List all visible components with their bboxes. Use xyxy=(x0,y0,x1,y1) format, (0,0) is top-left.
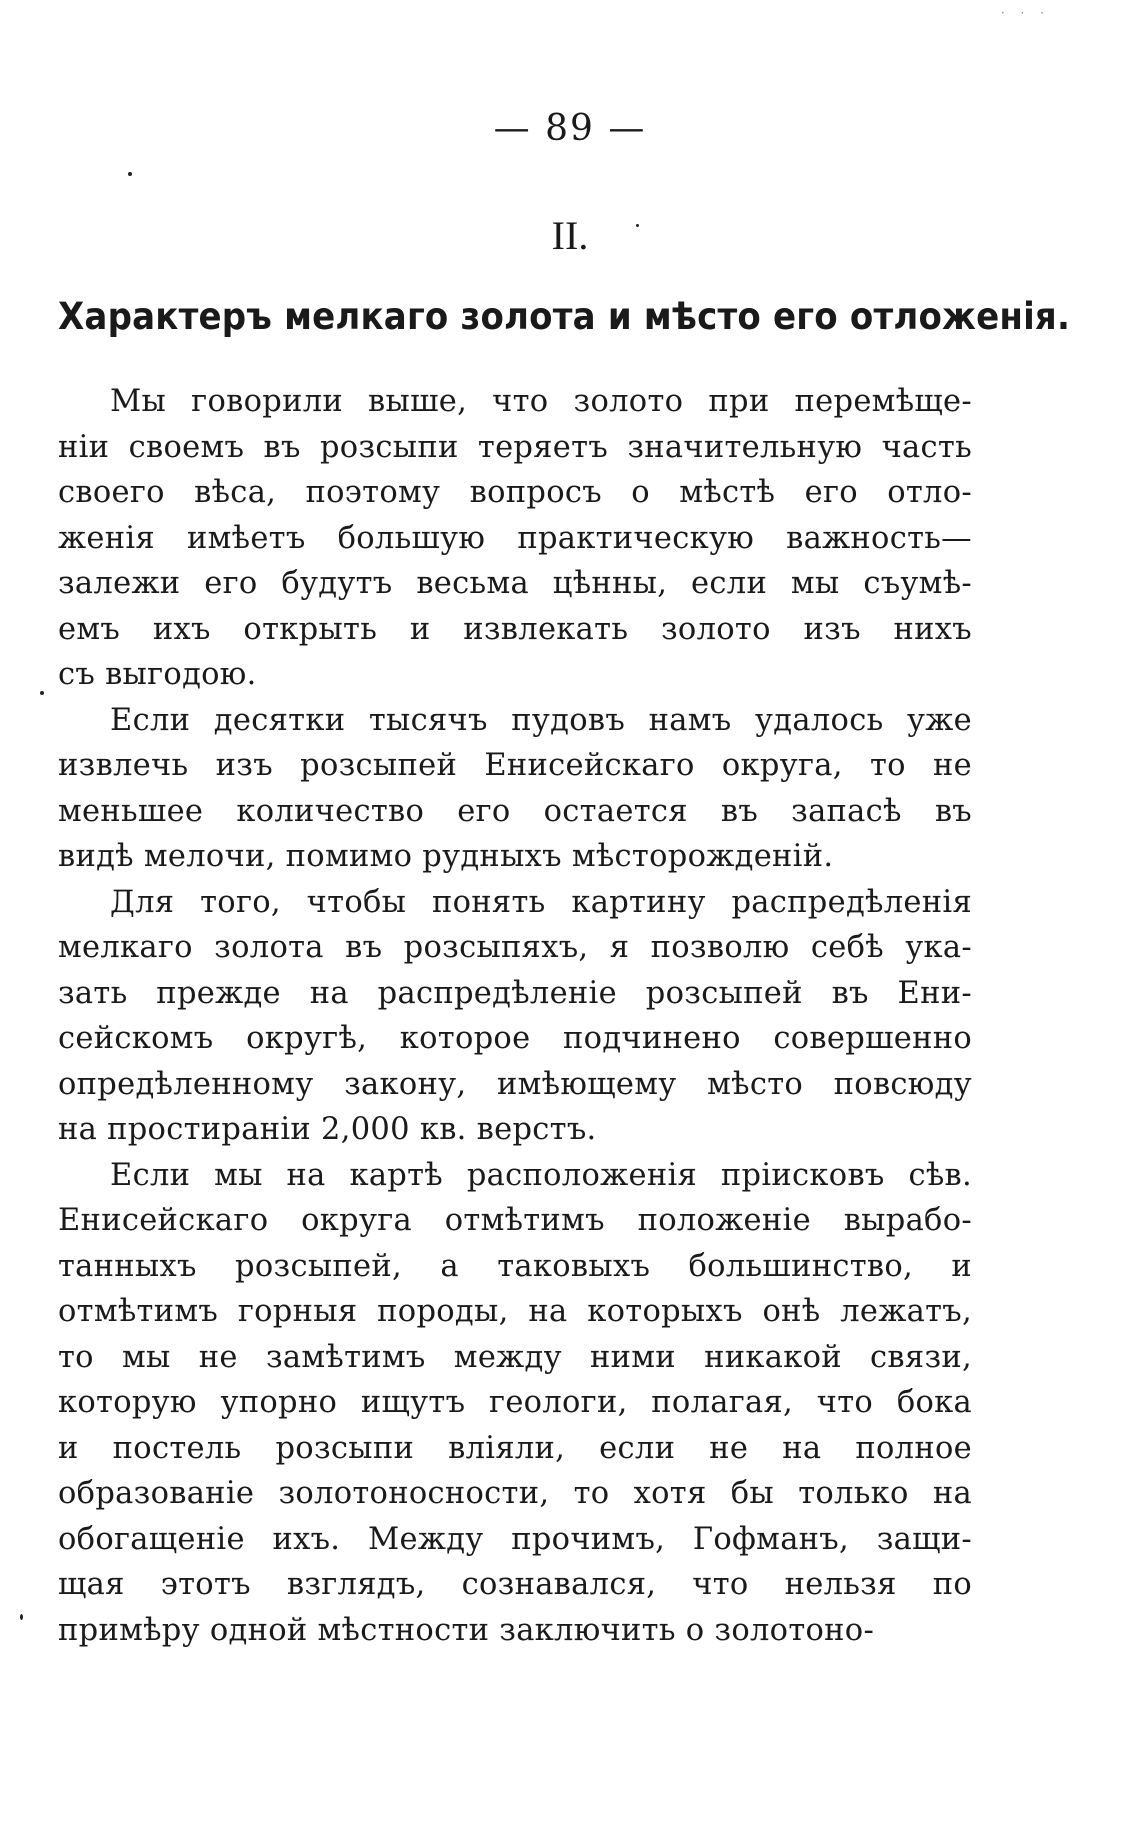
paragraph xyxy=(58,379,972,698)
text-line: меньшее количество его остается въ запасѣ въ xyxy=(58,793,972,829)
text-line: отмѣтимъ горныя породы, на которыхъ онѣ лежатъ, xyxy=(58,1294,972,1329)
paragraph xyxy=(58,698,972,880)
scan-speck xyxy=(20,1614,23,1620)
text-line: зать прежде на распредѣленіе розсыпей въ Ени- xyxy=(58,975,972,1011)
text-line: Мы говорили выше, что золото при перемѣще- xyxy=(110,384,972,419)
text-line: опредѣленному закону, имѣющему мѣсто повсюду xyxy=(58,1066,972,1102)
text-line: и постель розсыпи вліяли, если не на полное xyxy=(58,1430,972,1466)
text-line: Если мы на картѣ расположенія пріисковъ сѣв. xyxy=(110,1157,972,1193)
text-line: мелкаго золота въ розсыпяхъ, я позволю себѣ ука- xyxy=(58,930,972,965)
body-text xyxy=(58,379,972,1653)
text-line: которую упорно ищутъ геологи, полагая, что бока xyxy=(58,1385,972,1420)
text-line: примѣру одной мѣстности заключить о золотоно- xyxy=(58,1612,875,1648)
text-line: емъ ихъ открыть и извлекать золото изъ нихъ xyxy=(58,611,972,647)
page-number: — 89 — xyxy=(493,108,647,149)
text-line: Енисейскаго округа отмѣтимъ положеніе вырабо- xyxy=(58,1203,972,1238)
text-line: своего вѣса, поэтому вопросъ о мѣстѣ его отло- xyxy=(58,475,972,510)
scan-speck xyxy=(128,172,132,176)
text-line: извлечь изъ розсыпей Енисейскаго округа, то не xyxy=(58,748,972,783)
text-line: на простираніи 2,000 кв. верстъ. xyxy=(58,1112,597,1147)
text-line: Для того, чтобы понять картину распредѣленія xyxy=(110,884,972,920)
scan-speck xyxy=(40,691,44,695)
text-line: сейскомъ округѣ, которое подчинено совершенно xyxy=(58,1021,972,1056)
paragraph xyxy=(58,1153,972,1654)
text-line: образованіе золотоносности, то хотя бы только на xyxy=(58,1476,972,1511)
text-line: щая этотъ взглядъ, сознавался, что нельзя по xyxy=(58,1567,972,1602)
text-line: то мы не замѣтимъ между ними никакой связи, xyxy=(58,1339,972,1375)
text-line: обогащеніе ихъ. Между прочимъ, Гофманъ, защи- xyxy=(58,1521,972,1557)
text-line: Если десятки тысячъ пудовъ намъ удалось уже xyxy=(110,702,972,738)
paragraph xyxy=(58,880,972,1153)
scan-speck xyxy=(636,224,639,227)
text-line: залежи его будутъ весьма цѣнны, если мы съумѣ- xyxy=(58,566,972,601)
text-line: видѣ мелочи, помимо рудныхъ мѣсторожденій. xyxy=(58,839,834,874)
text-line: танныхъ розсыпей, а таковыхъ большинство, и xyxy=(58,1248,972,1284)
text-line: съ выгодою. xyxy=(58,657,257,692)
section-numeral: II. xyxy=(551,213,589,258)
text-line: ніи своемъ въ розсыпи теряетъ значительную часть xyxy=(58,429,972,465)
section-title: Характеръ мелкаго золота и мѣсто его отложенія. xyxy=(58,295,1071,338)
scan-noise: · · · xyxy=(1000,6,1050,20)
text-line: женія имѣетъ большую практическую важность— xyxy=(58,520,972,556)
